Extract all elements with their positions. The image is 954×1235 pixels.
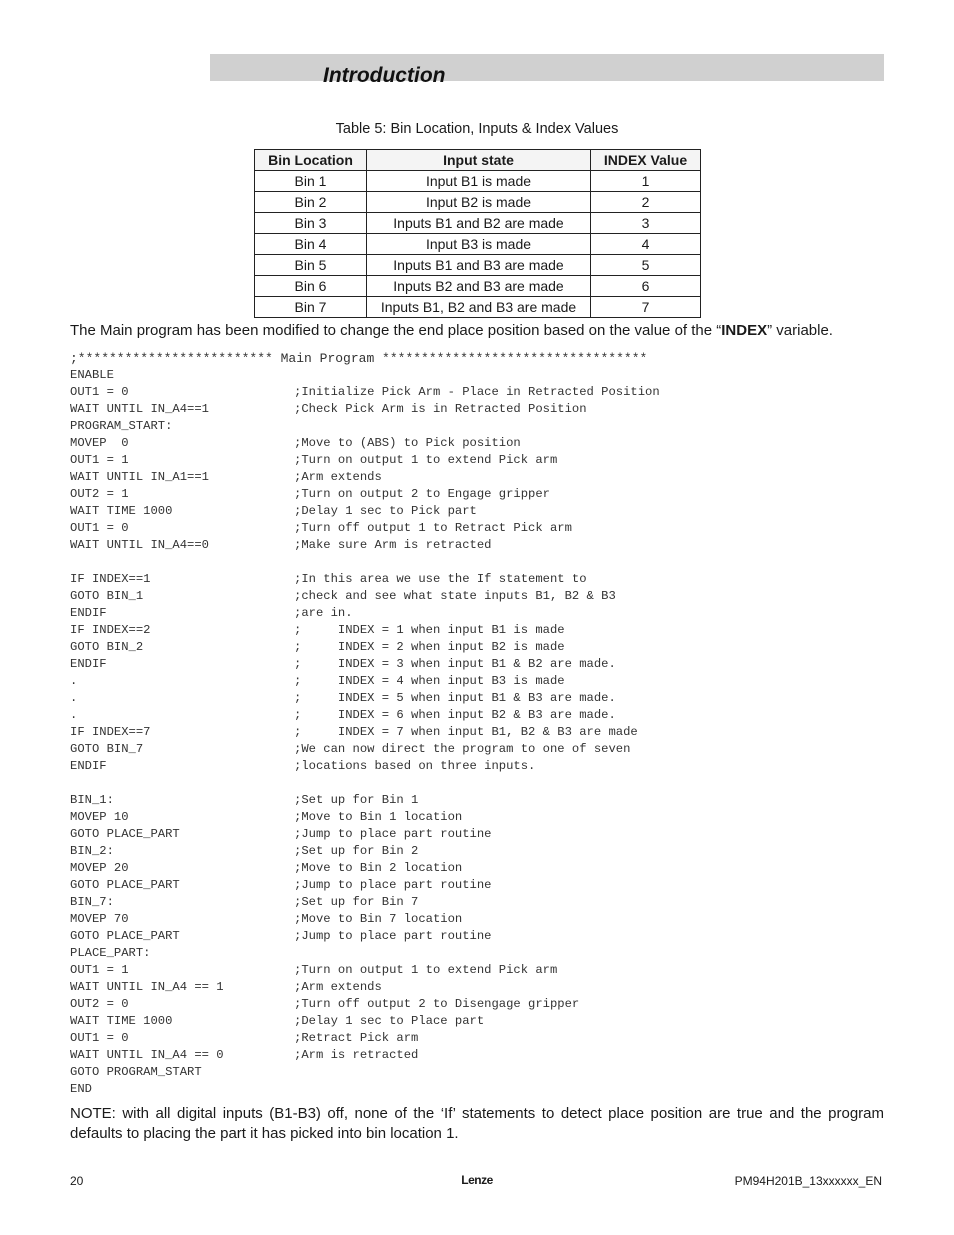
table-cell: Input B1 is made	[367, 171, 591, 192]
code-statement: OUT2 = 0	[70, 997, 129, 1011]
code-statement: ENABLE	[70, 368, 114, 382]
code-statement: IF INDEX==2	[70, 623, 151, 637]
code-comment: ; INDEX = 4 when input B3 is made	[294, 674, 565, 688]
code-statement: .	[70, 691, 78, 705]
intro-bold-variable: INDEX	[721, 322, 768, 339]
code-statement: WAIT UNTIL IN_A4==1	[70, 402, 209, 416]
page-number: 20	[70, 1174, 84, 1188]
note-paragraph: NOTE: with all digital inputs (B1-B3) off, none of the ‘If’ statements to detect place position are true and the program defaults to placing the part it has picked into bin location 1.	[70, 1105, 884, 1142]
table-cell: Bin 7	[255, 297, 367, 318]
code-statement: GOTO PLACE_PART	[70, 827, 180, 841]
table-cell: Bin 6	[255, 276, 367, 297]
code-comment: ;Move to Bin 7 location	[294, 912, 463, 926]
table-cell: 2	[591, 192, 701, 213]
table-cell: Input B2 is made	[367, 192, 591, 213]
code-comment: ;We can now direct the program to one of seven	[294, 742, 631, 756]
code-statement: IF INDEX==7	[70, 725, 151, 739]
code-comment: ;Set up for Bin 1	[294, 793, 419, 807]
code-comment: ;************************* Main Program **********************************	[70, 351, 648, 366]
code-statement: IF INDEX==1	[70, 572, 151, 586]
code-comment: ;Turn on output 1 to extend Pick arm	[294, 453, 558, 467]
table-row	[255, 171, 701, 192]
code-statement: .	[70, 708, 78, 722]
code-statement: BIN_7:	[70, 895, 114, 909]
code-statement: OUT1 = 0	[70, 385, 129, 399]
code-statement: OUT1 = 0	[70, 521, 129, 535]
code-comment: ;Set up for Bin 2	[294, 844, 419, 858]
bin-index-table	[254, 149, 701, 318]
code-comment: ;Turn on output 2 to Engage gripper	[294, 487, 550, 501]
code-statement: GOTO BIN_7	[70, 742, 144, 756]
code-comment: ; INDEX = 1 when input B1 is made	[294, 623, 565, 637]
code-comment: ;Delay 1 sec to Place part	[294, 1014, 485, 1028]
code-statement: WAIT UNTIL IN_A1==1	[70, 470, 209, 484]
table-cell: Inputs B1 and B2 are made	[367, 213, 591, 234]
code-statement: MOVEP 20	[70, 861, 129, 875]
code-comment: ;In this area we use the If statement to	[294, 572, 587, 586]
code-comment: ;Arm extends	[294, 980, 382, 994]
table-cell: 5	[591, 255, 701, 276]
table-cell: 3	[591, 213, 701, 234]
table-row	[255, 276, 701, 297]
table-cell: Bin 1	[255, 171, 367, 192]
table-cell: Bin 2	[255, 192, 367, 213]
code-comment: ;Jump to place part routine	[294, 827, 492, 841]
intro-text-end: ” variable.	[767, 322, 833, 339]
code-statement: GOTO PROGRAM_START	[70, 1065, 202, 1079]
code-comment: ;check and see what state inputs B1, B2 & B3	[294, 589, 616, 603]
document-id: PM94H201B_13xxxxxx_EN	[734, 1174, 882, 1188]
code-comment: ;Retract Pick arm	[294, 1031, 419, 1045]
table-row	[255, 192, 701, 213]
table-cell: 6	[591, 276, 701, 297]
code-statement: GOTO BIN_2	[70, 640, 144, 654]
code-statement: WAIT UNTIL IN_A4 == 1	[70, 980, 224, 994]
intro-paragraph	[70, 322, 833, 339]
code-comment: ;locations based on three inputs.	[294, 759, 536, 773]
code-statement: PROGRAM_START:	[70, 419, 173, 433]
code-statement: GOTO BIN_1	[70, 589, 144, 603]
table-header-row	[255, 150, 701, 171]
code-statement: WAIT TIME 1000	[70, 504, 173, 518]
table-cell: 1	[591, 171, 701, 192]
table-caption: Table 5: Bin Location, Inputs & Index Values	[335, 121, 619, 137]
code-comment: ;Jump to place part routine	[294, 878, 492, 892]
code-comment: ; INDEX = 6 when input B2 & B3 are made.	[294, 708, 616, 722]
table-cell: Bin 3	[255, 213, 367, 234]
code-statement: OUT1 = 1	[70, 453, 129, 467]
table-cell: Bin 4	[255, 234, 367, 255]
code-comment: ;are in.	[294, 606, 353, 620]
column-header: Input state	[367, 150, 591, 171]
table-cell: Inputs B1, B2 and B3 are made	[367, 297, 591, 318]
table-cell: Inputs B1 and B3 are made	[367, 255, 591, 276]
code-comment: ; INDEX = 2 when input B2 is made	[294, 640, 565, 654]
code-comment: ;Move to Bin 2 location	[294, 861, 463, 875]
code-comment: ;Jump to place part routine	[294, 929, 492, 943]
code-comment: ;Arm extends	[294, 470, 382, 484]
code-statement: BIN_1:	[70, 793, 114, 807]
code-statement: WAIT UNTIL IN_A4==0	[70, 538, 209, 552]
code-statement: ENDIF	[70, 657, 107, 671]
column-header: Bin Location	[255, 150, 367, 171]
table-cell: 4	[591, 234, 701, 255]
code-comment: ; INDEX = 5 when input B1 & B3 are made.	[294, 691, 616, 705]
code-comment: ;Check Pick Arm is in Retracted Position	[294, 402, 587, 416]
table-row	[255, 297, 701, 318]
code-comment: ;Delay 1 sec to Pick part	[294, 504, 477, 518]
code-statement: OUT1 = 0	[70, 1031, 129, 1045]
code-statement: WAIT UNTIL IN_A4 == 0	[70, 1048, 224, 1062]
column-header: INDEX Value	[591, 150, 701, 171]
code-comment: ;Make sure Arm is retracted	[294, 538, 492, 552]
code-statement: GOTO PLACE_PART	[70, 878, 180, 892]
code-statement: ENDIF	[70, 759, 107, 773]
code-comment: ;Arm is retracted	[294, 1048, 419, 1062]
table-cell: Input B3 is made	[367, 234, 591, 255]
code-statement: PLACE_PART:	[70, 946, 151, 960]
code-comment: ;Turn off output 2 to Disengage gripper	[294, 997, 580, 1011]
code-comment: ;Turn on output 1 to extend Pick arm	[294, 963, 558, 977]
code-statement: OUT2 = 1	[70, 487, 129, 501]
header-bar	[210, 54, 884, 81]
code-statement: OUT1 = 1	[70, 963, 129, 977]
code-comment: ; INDEX = 7 when input B1, B2 & B3 are made	[294, 725, 638, 739]
code-comment: ;Set up for Bin 7	[294, 895, 419, 909]
code-comment: ; INDEX = 3 when input B1 & B2 are made.	[294, 657, 616, 671]
code-statement: MOVEP 70	[70, 912, 129, 926]
section-title: Introduction	[323, 64, 446, 87]
code-statement: BIN_2:	[70, 844, 114, 858]
code-statement: ENDIF	[70, 606, 107, 620]
code-statement: END	[70, 1082, 92, 1096]
code-comment: ;Initialize Pick Arm - Place in Retracted Position	[294, 385, 660, 399]
code-statement: MOVEP 0	[70, 436, 129, 450]
brand-logo: Lenze	[461, 1173, 493, 1187]
table-row	[255, 234, 701, 255]
code-comment: ;Move to (ABS) to Pick position	[294, 436, 521, 450]
code-comment: ;Turn off output 1 to Retract Pick arm	[294, 521, 572, 535]
table-cell: 7	[591, 297, 701, 318]
table-cell: Bin 5	[255, 255, 367, 276]
code-statement: GOTO PLACE_PART	[70, 929, 180, 943]
table-row	[255, 213, 701, 234]
code-statement: MOVEP 10	[70, 810, 129, 824]
table-row	[255, 255, 701, 276]
table-cell: Inputs B2 and B3 are made	[367, 276, 591, 297]
code-statement: WAIT TIME 1000	[70, 1014, 173, 1028]
code-statement: .	[70, 674, 78, 688]
code-comment: ;Move to Bin 1 location	[294, 810, 463, 824]
intro-text: The Main program has been modified to change the end place position based on the value of the “	[70, 322, 722, 339]
